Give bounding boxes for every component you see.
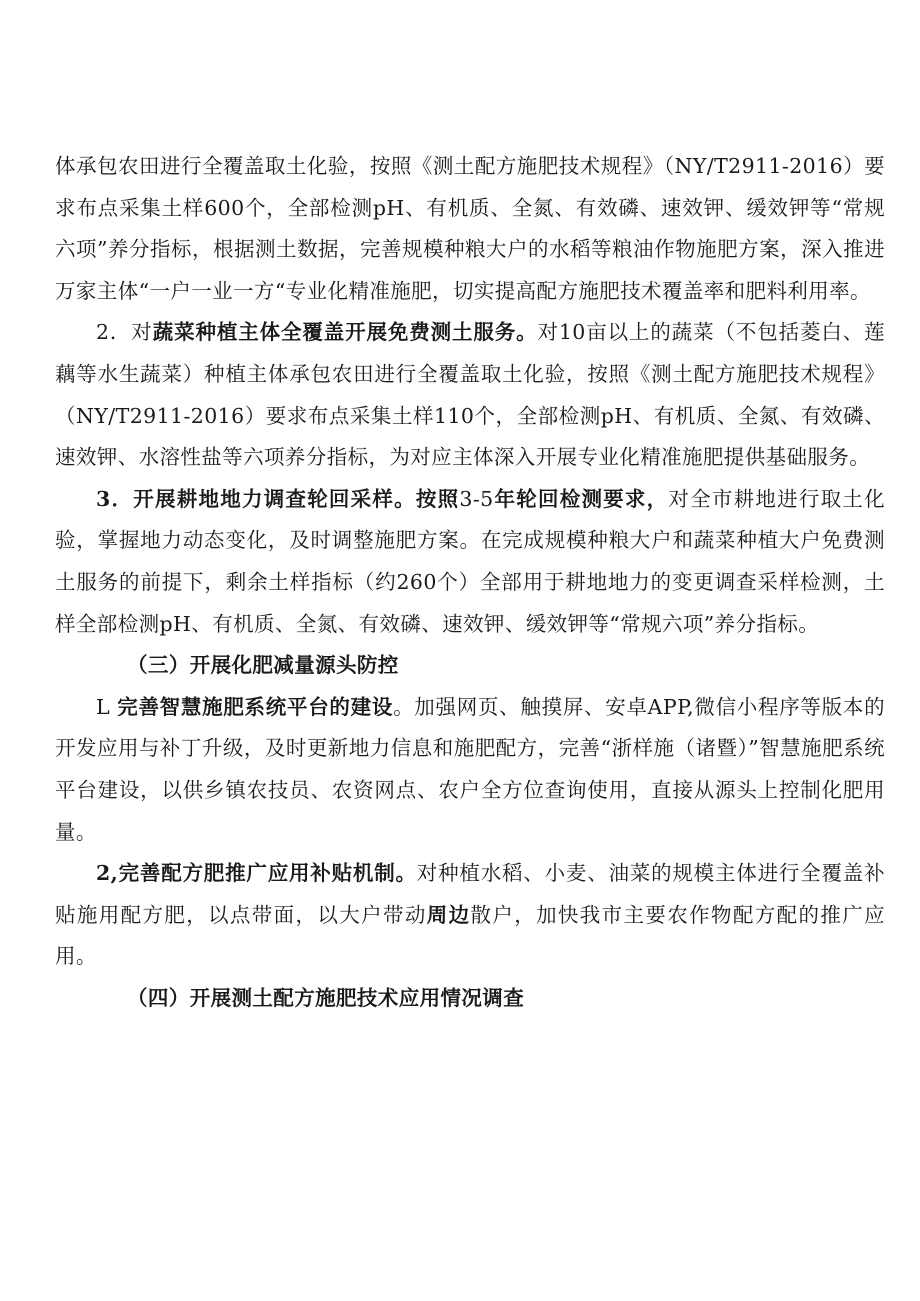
item-title: 完善智慧施肥系统平台的建设	[117, 694, 394, 719]
paragraph-text: 。加强网页、触摸屏、安卓APP,微信小程序等版本的开发应用与补丁升级，及时更新地力信息和施肥配方，完善“浙样施（诸暨）”智慧施肥系统平台建设，以供乡镇农技员、农资网点、农户全方位查询使用，直接从源头上控制化肥用量。	[55, 694, 885, 844]
paragraph-item-3	[55, 479, 885, 645]
paragraph-text: 对种植水稻、小麦、油菜的规模主体进行全覆盖补贴施用配方肥，以点带面，以大户带动	[55, 861, 885, 927]
paragraph-item-2	[55, 312, 885, 478]
paragraph-item-2b	[55, 853, 885, 978]
item-title: 2,完善配方肥推广应用补贴机制。	[96, 861, 417, 886]
item-title: 3．开展耕地地力调查轮回采样。按照	[96, 486, 460, 511]
emphasis-text: 周边	[426, 902, 471, 927]
item-title-suffix: 年轮回检测要求，	[493, 486, 669, 511]
paragraph-text: 对10亩以上的蔬菜（不包括菱白、莲藕等水生蔬菜）种植主体承包农田进行全覆盖取土化验，按照《测土配方施肥技术规程》（NY/T2911-2016）要求布点采集土样110个，全部检测pH、有机质、全氮、有效磷、速效钾、水溶性盐等六项养分指标，为对应主体深入开展专业化精准施肥提供基础服务。	[55, 320, 886, 470]
document-body	[55, 146, 885, 1019]
paragraph-continuation	[55, 146, 885, 312]
paragraph-text: 体承包农田进行全覆盖取土化验，按照《测土配方施肥技术规程》（NY/T2911-2016）要求布点采集土样600个，全部检测pH、有机质、全氮、有效磷、速效钾、缓效钾等“常规六项”养分指标，根据测土数据，完善规模种粮大户的水稻等粮油作物施肥方案，深入推进万家主体“一户一业一方“专业化精准施肥，切实提高配方施肥技术覆盖率和肥料利用率。	[55, 154, 885, 303]
section-heading-4: （四）开展测土配方施肥技术应用情况调查	[127, 985, 525, 1010]
item-title-number: 3-5	[459, 486, 494, 511]
paragraph-text: 对全市耕地进行取土化验，掌握地力动态变化，及时调整施肥方案。在完成规模种粮大户和蔬菜种植大户免费测土服务的前提下，剩余土样指标（约260个）全部用于耕地地力的变更调查采样检测，土样全部检测pH、有机质、全氮、有效磷、速效钾、缓效钾等“常规六项”养分指标。	[55, 486, 886, 636]
section-heading-3: （三）开展化肥减量源头防控	[127, 653, 399, 678]
paragraph-text-end: 散户，加快我市主要农作物配方配的推广应用。	[55, 902, 885, 969]
item-title: 蔬菜种植主体全覆盖开展免费测土服务。	[152, 320, 538, 345]
paragraph-item-L	[55, 687, 885, 853]
item-number: L	[96, 694, 111, 719]
item-number: 2．对	[96, 320, 153, 345]
